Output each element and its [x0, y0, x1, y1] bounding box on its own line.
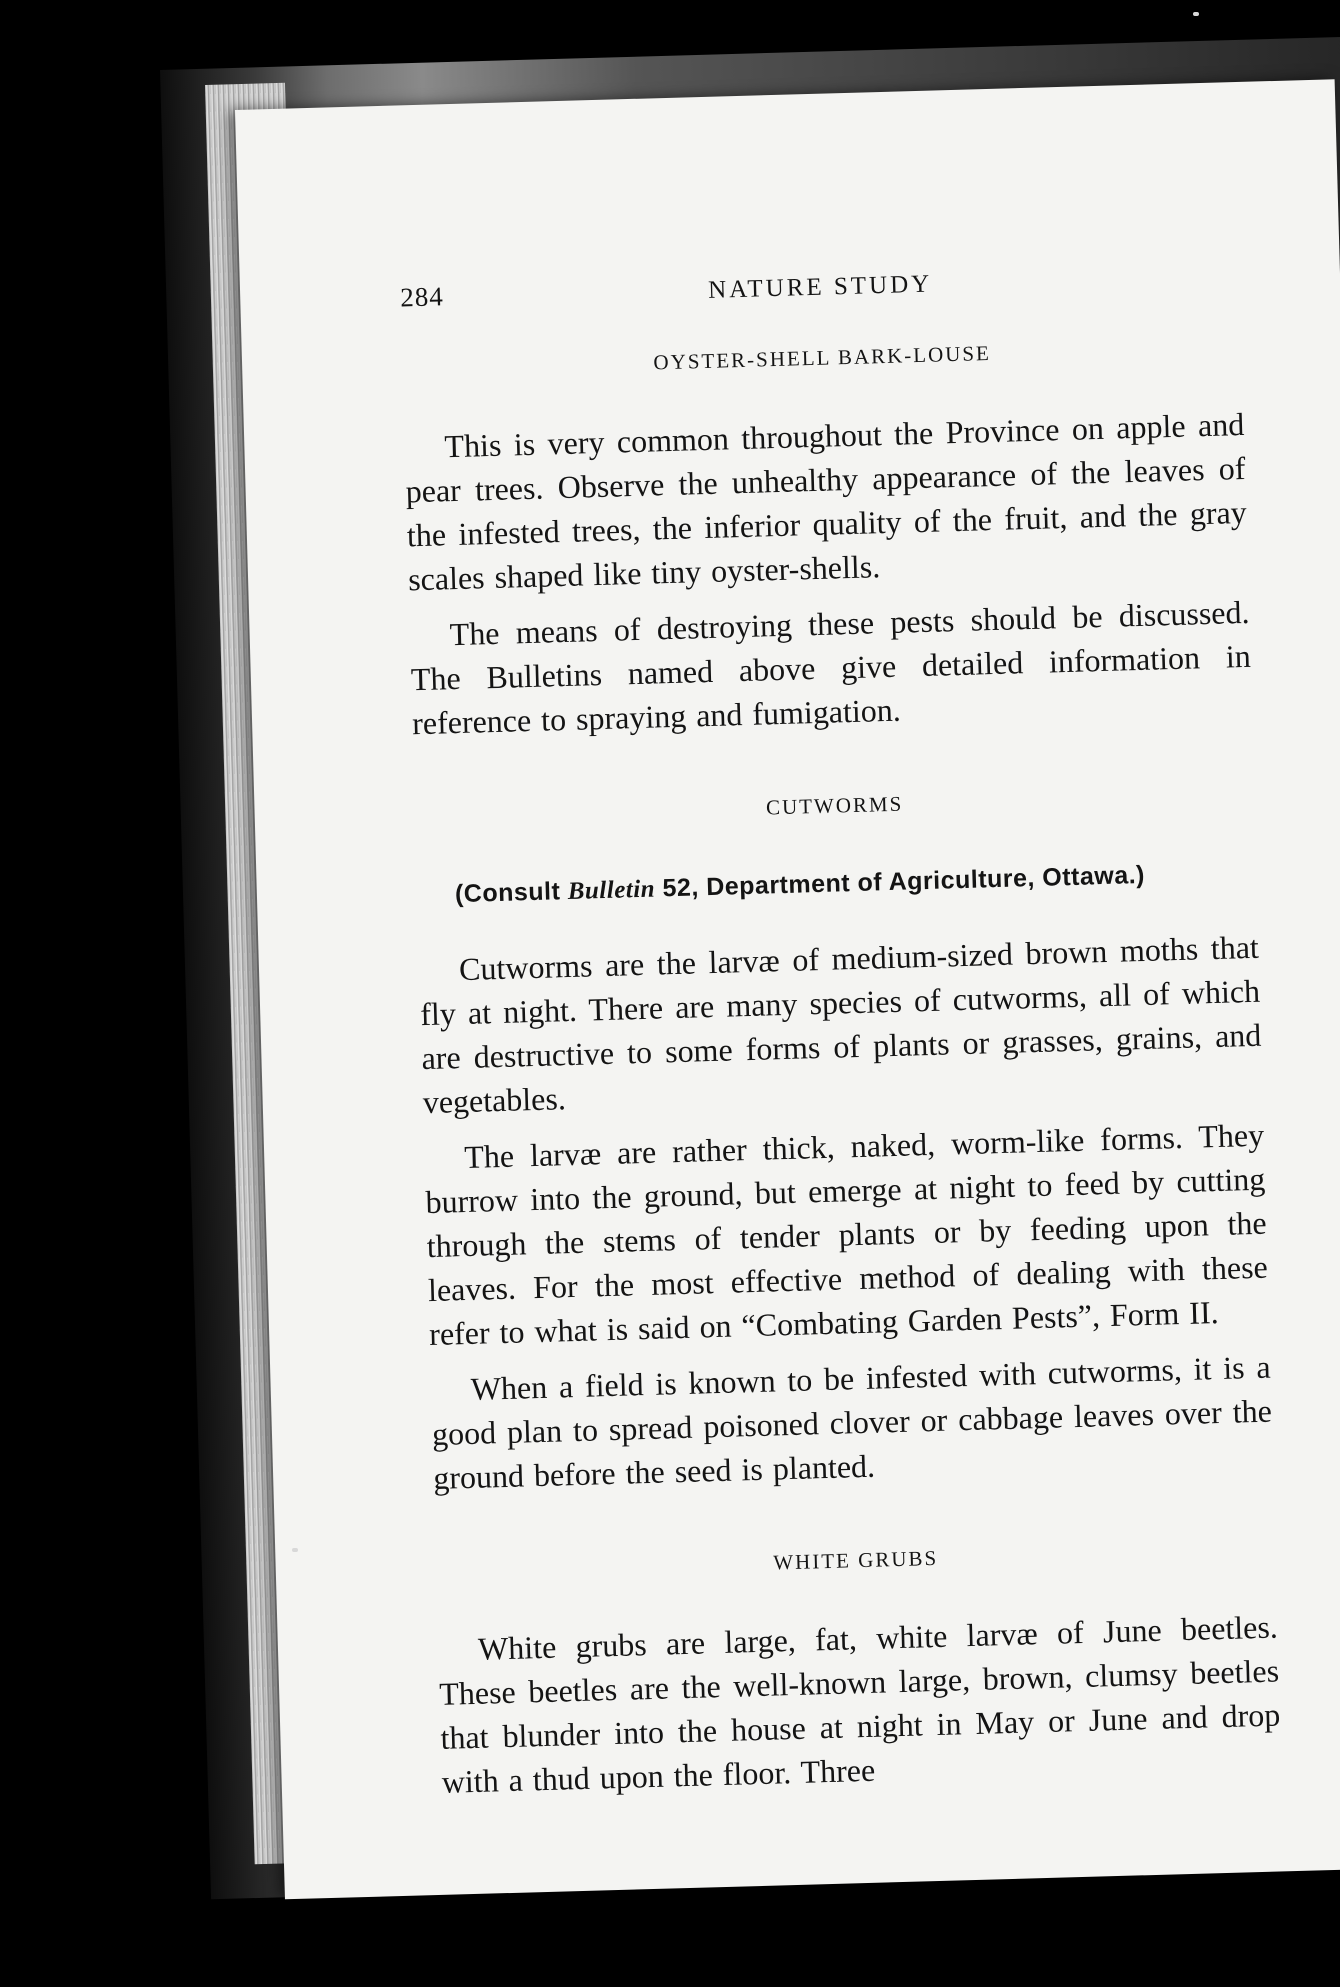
page-content [400, 252, 1283, 1816]
paragraph: This is very common throughout the Province on apple and pear trees. Observe the unhealthy appearance of the leaves of the infested trees, the inferior quality of the fruit, and the gray scales shaped like tiny oyster-shells. [405, 405, 1248, 598]
section-heading-oyster-shell: OYSTER-SHELL BARK-LOUSE [653, 340, 992, 375]
section-heading-white-grubs: WHITE GRUBS [772, 1545, 939, 1575]
paragraph: The means of destroying these pests should be discussed. The Bulletins named above give detailed information in reference to spraying and fumigation. [410, 593, 1252, 742]
consult-note [454, 850, 1257, 917]
running-title: NATURE STUDY [707, 270, 933, 304]
section-heading-cutworms: CUTWORMS [765, 791, 904, 820]
scan-speck [1193, 12, 1199, 16]
page-number: 284 [399, 281, 445, 313]
consult-note-prefix: (Consult [454, 877, 569, 909]
paragraph: Cutworms are the larvæ of medium-sized brown moths that fly at night. There are many species of cutworms, all of which are destructive to some forms of plants or grasses, grains, and vegetables. [419, 928, 1262, 1121]
consult-note-italic: Bulletin [567, 875, 656, 906]
book-page [235, 79, 1340, 1899]
page-header [400, 252, 1241, 325]
paragraph: The larvæ are rather thick, naked, worm-like forms. They burrow into the ground, but emerge at night to feed by cutting through the stems of tender plants or by feeding upon the leaves. For the most effective method of dealing with these refer to what is said on “Combating Garden Pests”, Form II. [425, 1116, 1269, 1353]
scan-speck [292, 1548, 298, 1552]
consult-note-suffix: 52, Department of Agriculture, Ottawa.) [654, 860, 1146, 903]
paragraph: When a field is known to be infested with cutworms, it is a good plan to spread poisoned clover or cabbage leaves over the ground before the seed is planted. [431, 1348, 1273, 1496]
paragraph: White grubs are large, fat, white larvæ of June beetles. These beetles are the well-known large, brown, clumsy beetles that blunder into the house at night in May or June and drop with a thud upon the floor. Three [438, 1608, 1281, 1800]
